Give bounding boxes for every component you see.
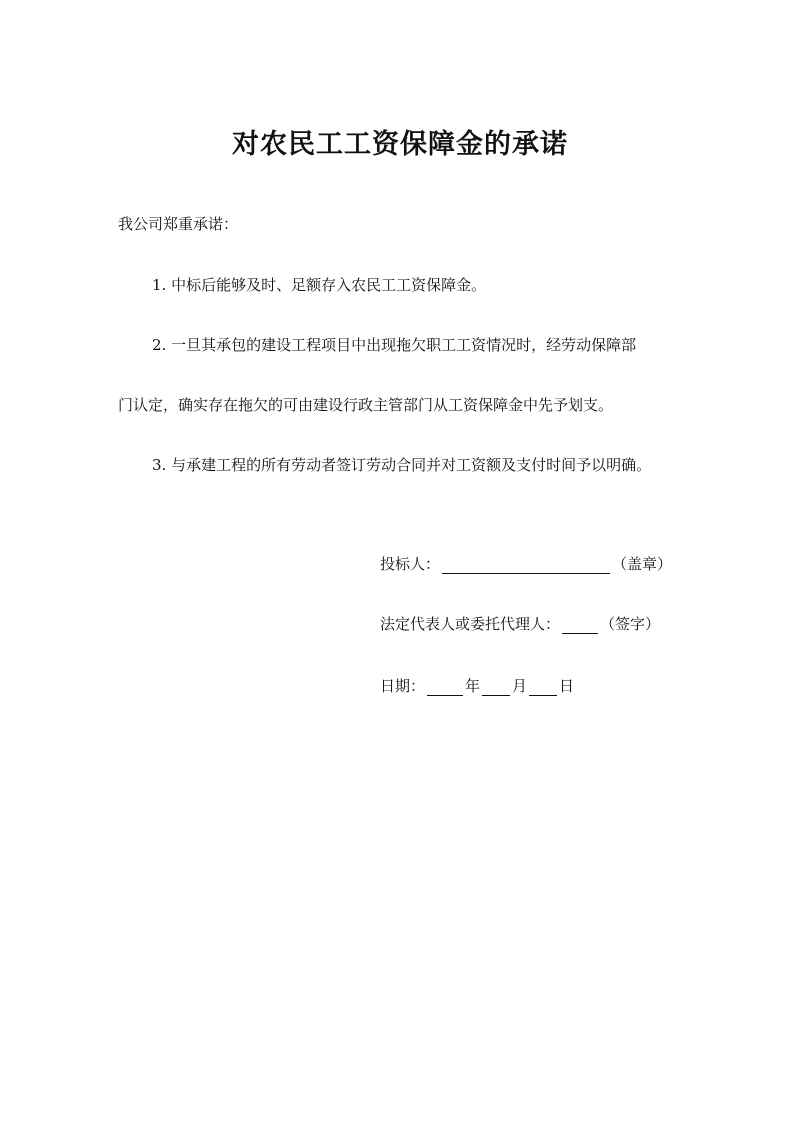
representative-blank[interactable]: [562, 616, 598, 634]
month-label: 月: [512, 677, 528, 695]
bidder-label: 投标人：: [380, 555, 441, 573]
year-blank[interactable]: [427, 678, 463, 696]
day-label: 日: [559, 677, 575, 695]
bidder-signature-line: [380, 553, 672, 574]
representative-signature-line: [380, 613, 660, 634]
date-line: [380, 675, 574, 696]
bidder-seal-note: （盖章）: [612, 555, 673, 573]
commitment-item-3: 3. 与承建工程的所有劳动者签订劳动合同并对工资额及支付时间予以明确。: [152, 456, 652, 474]
representative-label: 法定代表人或委托代理人：: [380, 615, 561, 633]
bidder-blank[interactable]: [442, 556, 610, 574]
commitment-item-1: 1. 中标后能够及时、足额存入农民工工资保障金。: [152, 276, 487, 294]
day-blank[interactable]: [529, 678, 557, 696]
page-title: 对农民工工资保障金的承诺: [232, 129, 568, 160]
year-label: 年: [465, 677, 481, 695]
commitment-item-2-continued: 门认定，确实存在拖欠的可由建设行政主管部门从工资保障金中先予划支。: [118, 396, 614, 414]
commitment-item-2: 2. 一旦其承包的建设工程项目中出现拖欠职工工资情况时，经劳动保障部: [152, 336, 637, 354]
representative-sign-note: （签字）: [600, 615, 661, 633]
intro-text: 我公司郑重承诺：: [118, 215, 239, 233]
date-label: 日期：: [380, 677, 426, 695]
month-blank[interactable]: [482, 678, 510, 696]
